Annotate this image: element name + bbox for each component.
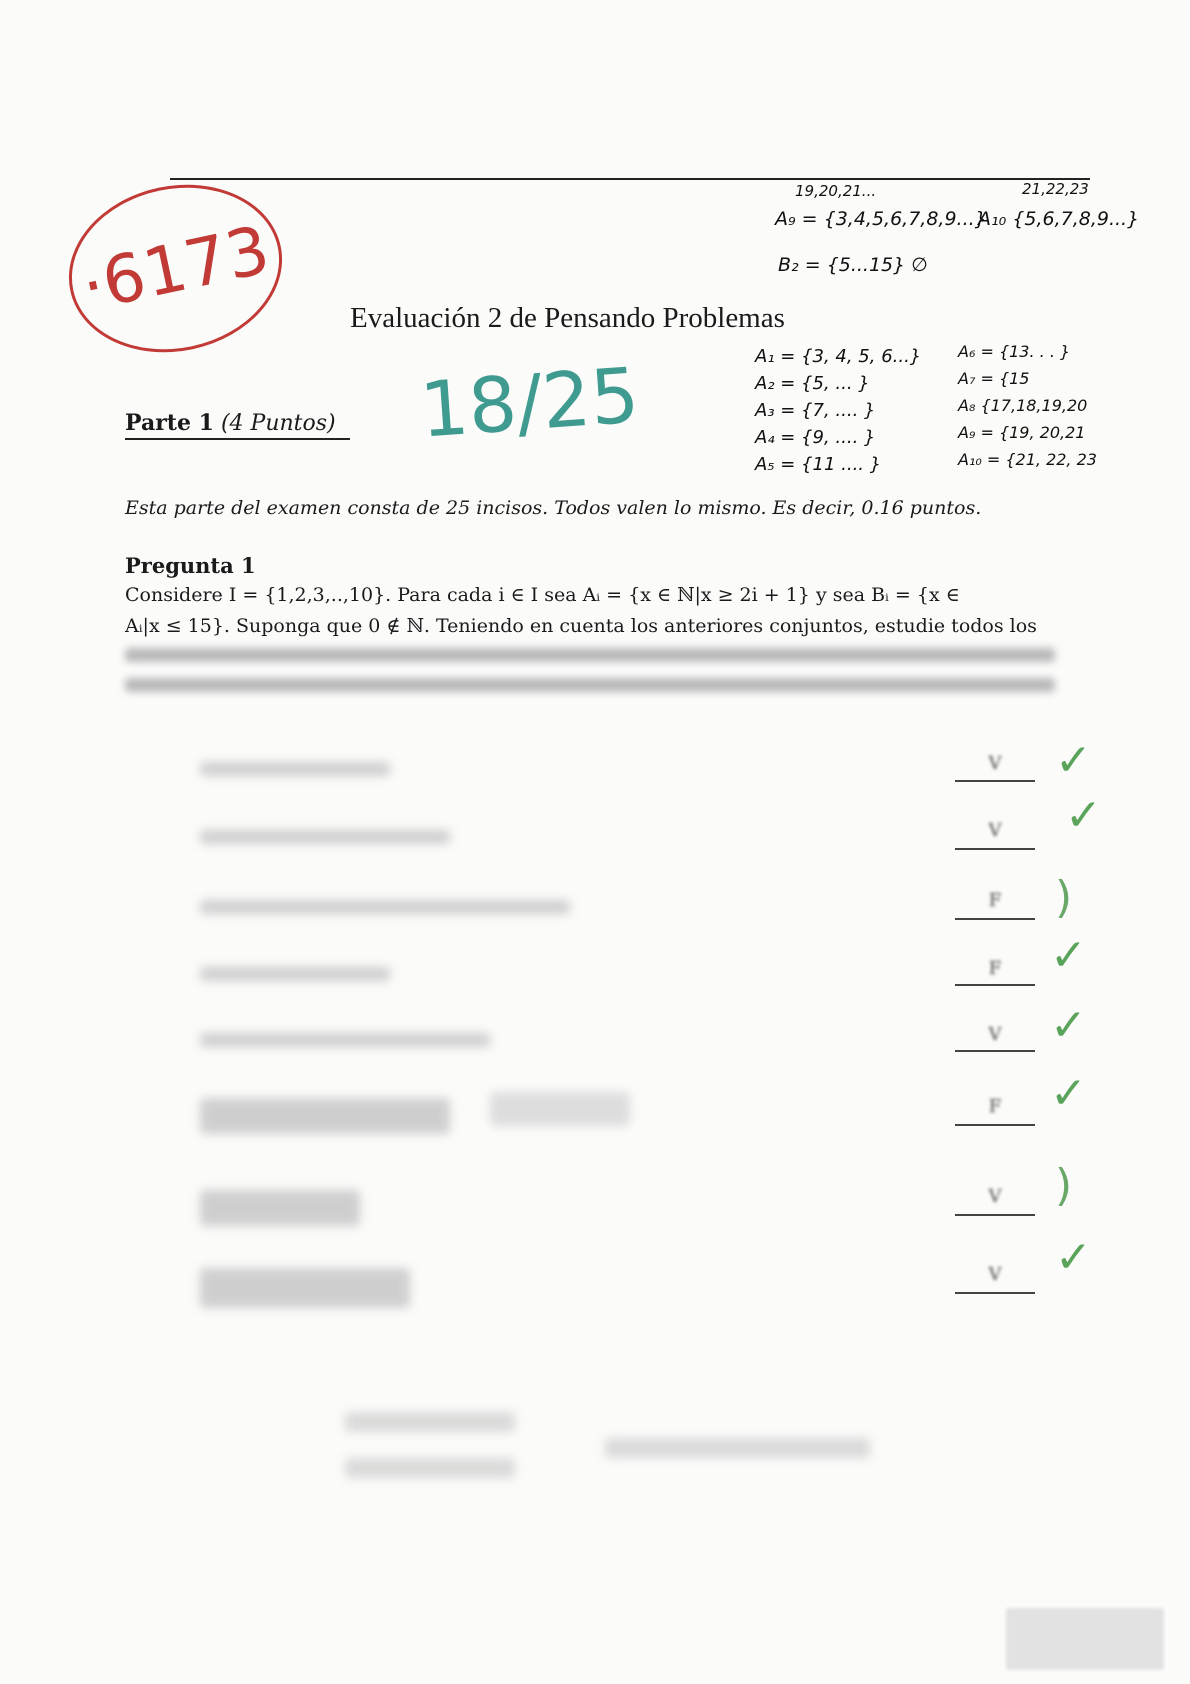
check-icon: ✓: [1055, 735, 1092, 786]
answer-h: V: [988, 1264, 1002, 1285]
note-line: A₉ = {19, 20,21: [958, 423, 1086, 442]
answer-line: [955, 780, 1035, 782]
question-line: Aᵢ|x ≤ 15}. Suponga que 0 ∉ ℕ. Teniendo en cuenta los anteriores conjuntos, estudie todos los: [125, 615, 1037, 637]
answer-c: F: [988, 890, 1002, 911]
notes-right-column: [958, 338, 1097, 473]
check-icon: ✓: [1050, 1068, 1087, 1119]
check-icon: ✓: [1055, 1232, 1092, 1283]
blurred-statement-b: [200, 830, 450, 844]
answer-line: [955, 918, 1035, 920]
part-heading: [125, 410, 336, 436]
question-title: Pregunta 1: [125, 553, 256, 578]
check-icon: ✓: [1050, 1000, 1087, 1051]
note-a10: A₁₀ {5,6,7,8,9...}: [978, 208, 1140, 230]
note-line: A₇ = {15: [958, 369, 1030, 388]
blurred-statement-c: [200, 900, 570, 914]
answer-line: [955, 1292, 1035, 1294]
note-line: A₆ = {13. . . }: [958, 342, 1071, 361]
bracket-mark-icon: ): [1055, 872, 1073, 923]
note-line: A₃ = {7, .... }: [755, 400, 876, 421]
note-a9: A₉ = {3,4,5,6,7,8,9...}: [775, 208, 987, 230]
answer-e: V: [988, 1024, 1002, 1045]
answer-line: [955, 848, 1035, 850]
blurred-statement-g: [200, 1190, 360, 1226]
answer-d: F: [988, 958, 1002, 979]
notes-left-column: [755, 343, 921, 478]
part-underline: [125, 438, 350, 440]
blurred-work: [345, 1458, 515, 1478]
score-mark: 18/25: [417, 350, 642, 455]
blurred-text-line: [125, 678, 1055, 692]
check-icon: ✓: [1065, 790, 1102, 841]
note-b2: B₂ = {5...15} ∅: [778, 254, 928, 276]
note-line: A₄ = {9, .... }: [755, 427, 876, 448]
exam-title: Evaluación 2 de Pensando Problemas: [350, 302, 785, 334]
part-points: (4 Puntos): [220, 411, 336, 436]
blurred-work: [345, 1412, 515, 1432]
blurred-statement-h: [200, 1268, 410, 1308]
blurred-text-line: [125, 648, 1055, 662]
header-rule: [170, 178, 1090, 180]
note-line: A₂ = {5, ... }: [755, 373, 870, 394]
blurred-statement-d: [200, 967, 390, 981]
blurred-note-f: [490, 1092, 630, 1126]
note-a10-extra: 21,22,23: [1022, 180, 1089, 198]
note-a9-extra: 19,20,21...: [795, 182, 877, 200]
answer-g: V: [988, 1186, 1002, 1207]
answer-a: V: [988, 753, 1002, 774]
part-label: Parte 1: [125, 410, 214, 436]
grade-stamp: [53, 165, 298, 371]
answer-f: F: [988, 1096, 1002, 1117]
blurred-statement-f: [200, 1098, 450, 1134]
note-line: A₁₀ = {21, 22, 23: [958, 450, 1097, 469]
watermark-badge: [1006, 1608, 1164, 1670]
note-line: A₈ {17,18,19,20: [958, 396, 1088, 415]
answer-line: [955, 1214, 1035, 1216]
blurred-statement-e: [200, 1033, 490, 1047]
note-line: A₅ = {11 .... }: [755, 454, 882, 475]
note-line: A₁ = {3, 4, 5, 6...}: [755, 346, 922, 367]
stamp-code: ·6173: [75, 211, 276, 326]
question-line: Considere I = {1,2,3,..,10}. Para cada i ∈ I sea Aᵢ = {x ∈ ℕ|x ≥ 2i + 1} y sea Bᵢ = {x ∈: [125, 584, 960, 606]
answer-line: [955, 1124, 1035, 1126]
blurred-work: [605, 1438, 870, 1458]
check-icon: ✓: [1050, 930, 1087, 981]
answer-b: V: [988, 820, 1002, 841]
answer-line: [955, 984, 1035, 986]
question-body: [125, 580, 1055, 642]
part-intro: Esta parte del examen consta de 25 incisos. Todos valen lo mismo. Es decir, 0.16 puntos.: [125, 497, 982, 519]
blurred-statement-a: [200, 762, 390, 776]
bracket-mark-icon: ): [1055, 1160, 1073, 1211]
answer-line: [955, 1050, 1035, 1052]
